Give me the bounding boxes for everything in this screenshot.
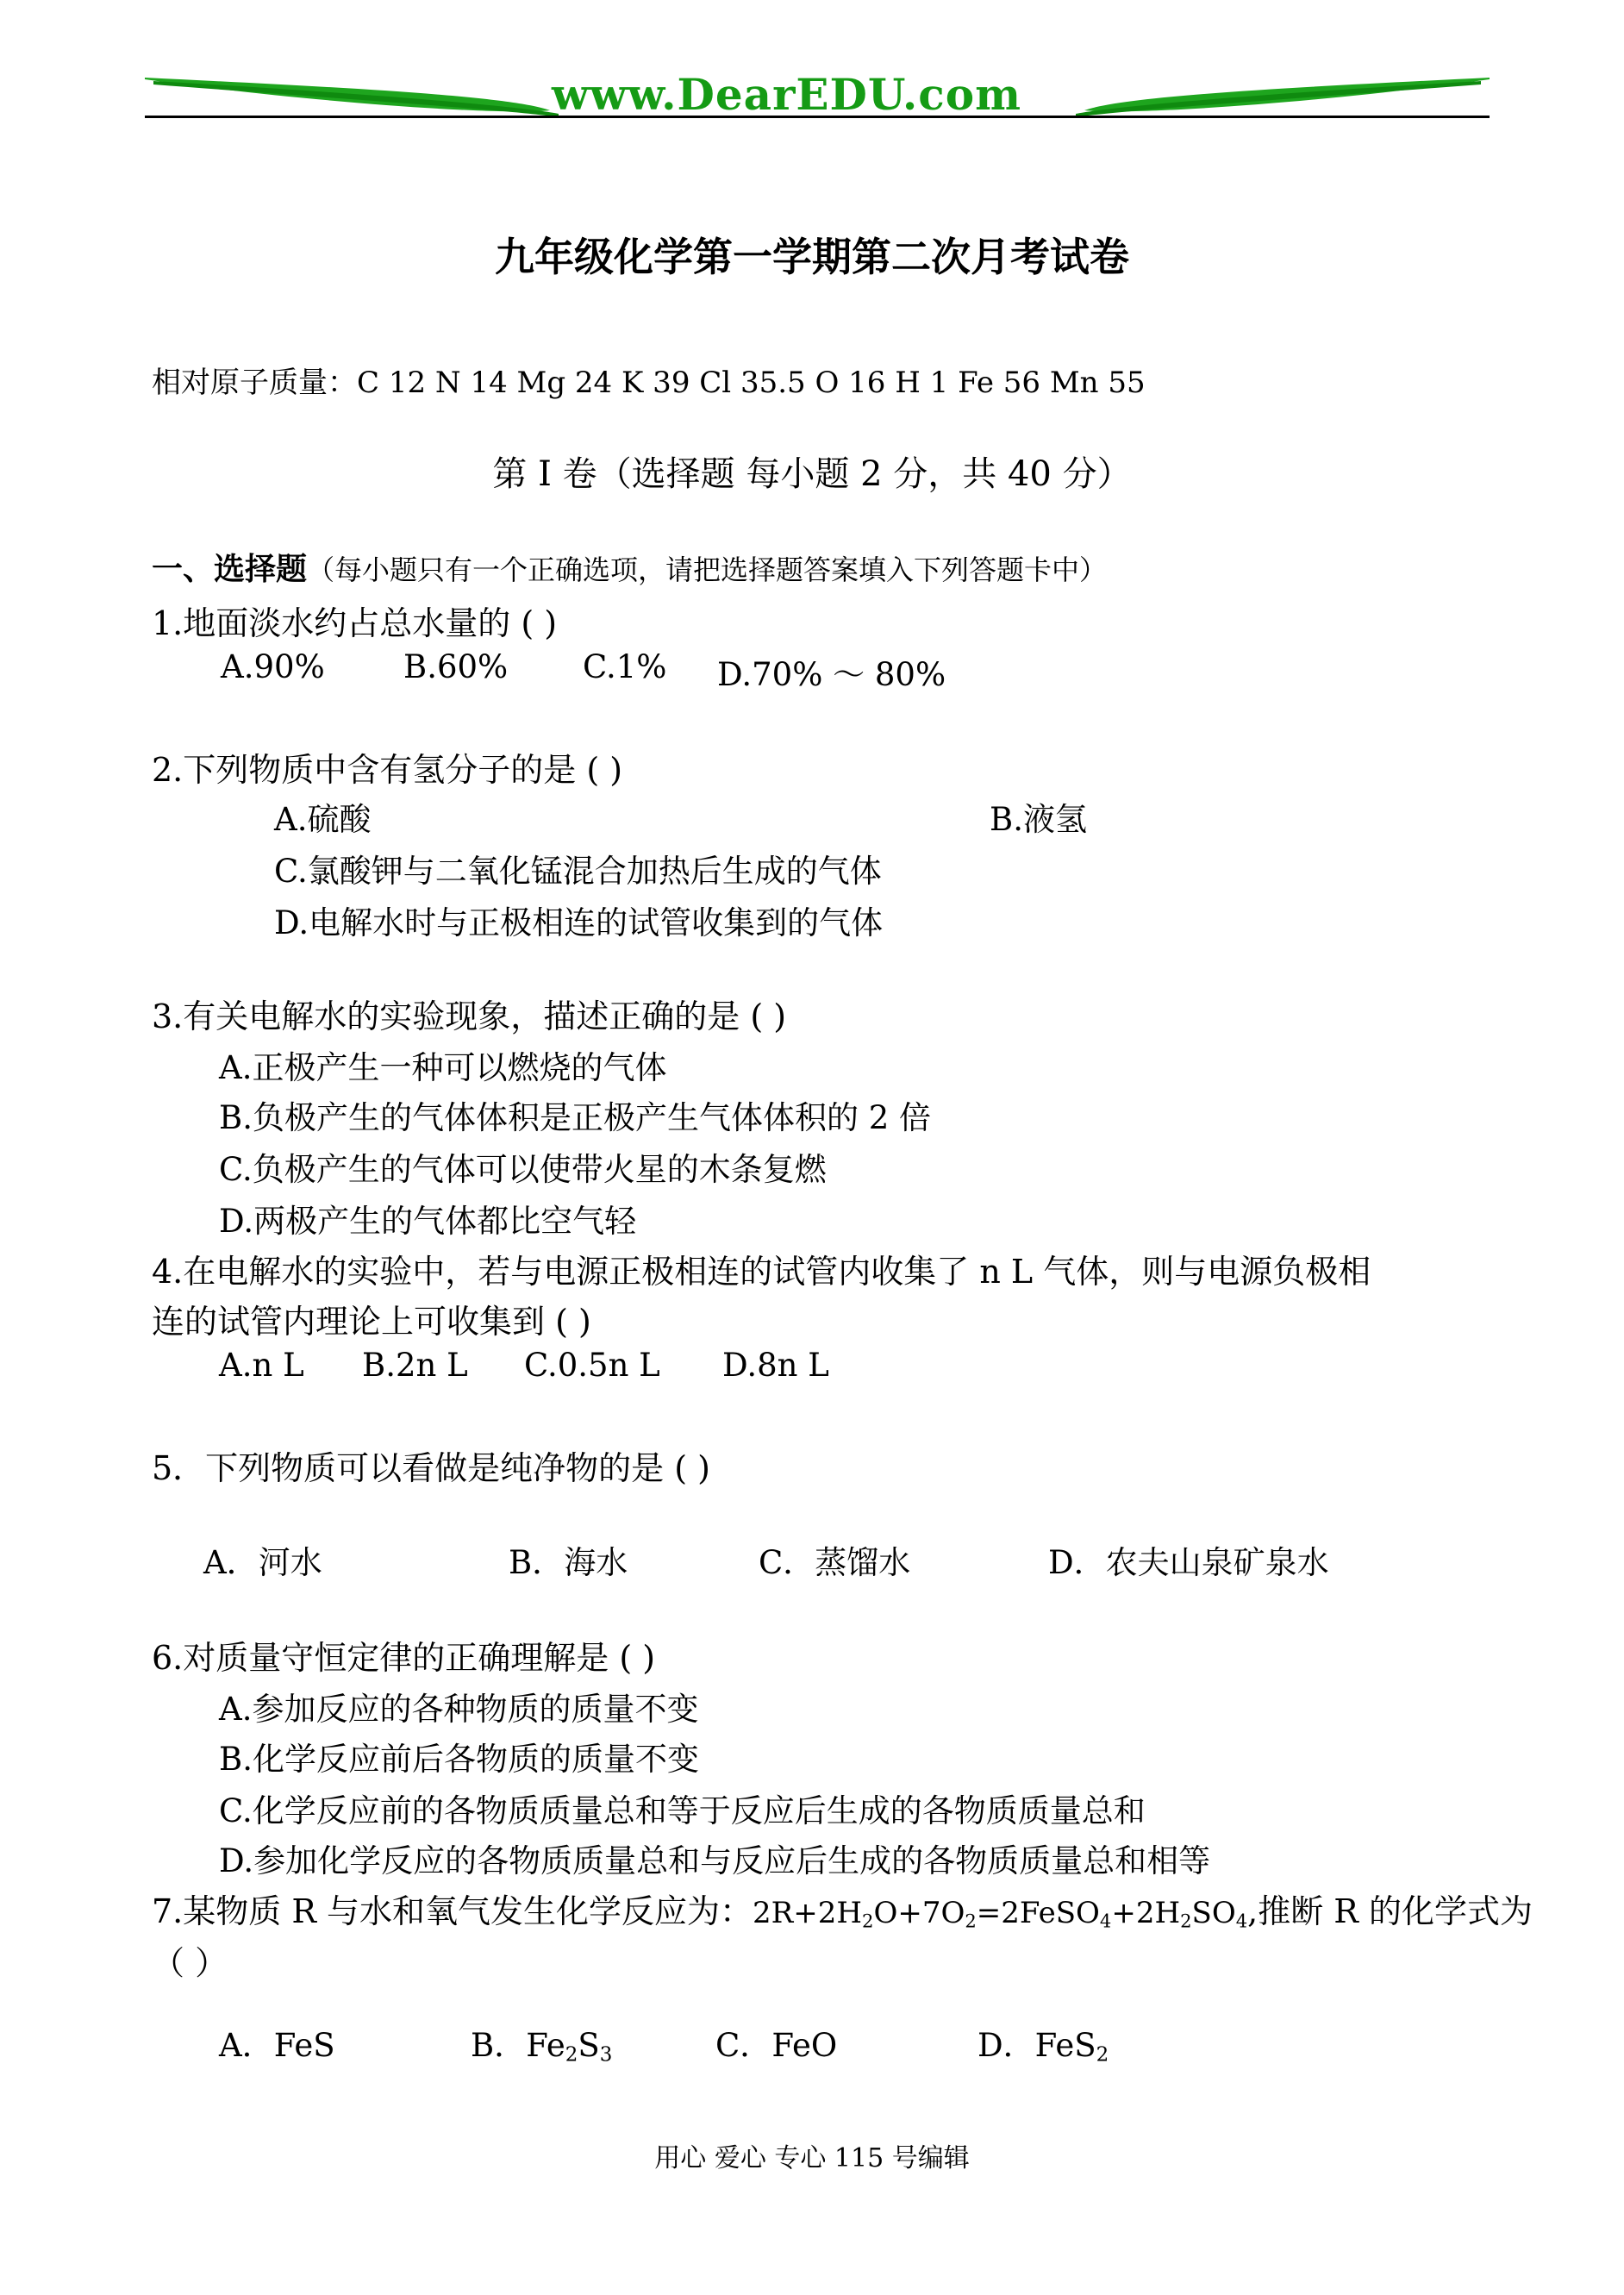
q7-stem-suffix: ,推断 R 的化学式为 (1247, 1892, 1533, 1930)
question-5-stem: 5．下列物质可以看做是纯净物的是 ( ) (152, 1449, 710, 1487)
question-4-stem-line2: 连的试管内理论上可收集到 ( ) (152, 1303, 591, 1341)
question-2-stem: 2.下列物质中含有氢分子的是 ( ) (152, 751, 623, 789)
q5-option-a: A．河水 (203, 1544, 322, 1581)
site-logo-text: www.DearEDU.com (552, 69, 1022, 120)
q5-option-c: C．蒸馏水 (759, 1544, 911, 1581)
page-footer: 用心 爱心 专心 115 号编辑 (654, 2143, 970, 2173)
q3-option-a: A.正极产生一种可以燃烧的气体 (219, 1049, 667, 1086)
q7-option-c: C．FeO (715, 2027, 838, 2064)
page-title: 九年级化学第一学期第二次月考试卷 (495, 234, 1129, 280)
part-heading (152, 545, 1107, 589)
part-note: （每小题只有一个正确选项，请把选择题答案填入下列答题卡中） (307, 553, 1108, 586)
question-7-stem (152, 1885, 1533, 1932)
q4-option-b: B.2n L (362, 1347, 468, 1384)
q3-option-c: C.负极产生的气体可以使带火星的木条复燃 (219, 1151, 827, 1188)
q6-option-a: A.参加反应的各种物质的质量不变 (219, 1691, 699, 1728)
q1-option-d: D.70% ～ 80% (717, 656, 946, 693)
q2-option-d: D.电解水时与正极相连的试管收集到的气体 (274, 904, 884, 941)
q1-option-c: C.1% (583, 648, 667, 685)
q5-option-d: D．农夫山泉矿泉水 (1048, 1544, 1329, 1581)
question-6-stem: 6.对质量守恒定律的正确理解是 ( ) (152, 1639, 656, 1677)
q7-equation: 2R+2H2O+7O2=2FeSO4+2H2SO4 (753, 1896, 1248, 1932)
q6-option-c: C.化学反应前的各物质质量总和等于反应后生成的各物质质量总和 (219, 1792, 1146, 1829)
q1-option-a: A.90% (221, 648, 325, 685)
q2-option-b: B.液氢 (990, 801, 1087, 838)
q7-stem-prefix: 7.某物质 R 与水和氧气发生化学反应为： (152, 1892, 753, 1930)
q6-option-b: B.化学反应前后各物质的质量不变 (219, 1741, 699, 1778)
q1-option-b: B.60% (403, 648, 509, 685)
question-7-blank: （ ） (152, 1944, 228, 1982)
q3-option-b: B.负极产生的气体体积是正极产生气体体积的 2 倍 (219, 1099, 932, 1136)
q6-option-d: D.参加化学反应的各物质质量总和与反应后生成的各物质质量总和相等 (219, 1842, 1211, 1879)
q7-option-b: B．Fe2S3 (471, 2027, 613, 2067)
section-heading: 第 I 卷（选择题 每小题 2 分，共 40 分） (492, 454, 1132, 494)
q2-option-c: C.氯酸钾与二氧化锰混合加热后生成的气体 (274, 853, 882, 890)
question-4-stem-line1: 4.在电解水的实验中，若与电源正极相连的试管内收集了 n L 气体，则与电源负极相 (152, 1253, 1371, 1291)
q2-option-a: A.硫酸 (274, 801, 372, 838)
question-3-stem: 3.有关电解水的实验现象，描述正确的是 ( ) (152, 997, 787, 1035)
q7-option-d: D．FeS2 (978, 2027, 1109, 2067)
q4-option-a: A.n L (219, 1347, 304, 1384)
q7-option-a: A．FeS (219, 2027, 335, 2064)
q4-option-c: C.0.5n L (524, 1347, 660, 1384)
q4-option-d: D.8n L (722, 1347, 829, 1384)
q3-option-d: D.两极产生的气体都比空气轻 (219, 1203, 637, 1240)
atomic-masses: 相对原子质量：C 12 N 14 Mg 24 K 39 Cl 35.5 O 16 H 1 Fe 56 Mn 55 (152, 366, 1146, 400)
q5-option-b: B．海水 (509, 1544, 628, 1581)
question-1-stem: 1.地面淡水约占总水量的 ( ) (152, 604, 558, 642)
part-label: 一、选择题 (152, 552, 308, 587)
